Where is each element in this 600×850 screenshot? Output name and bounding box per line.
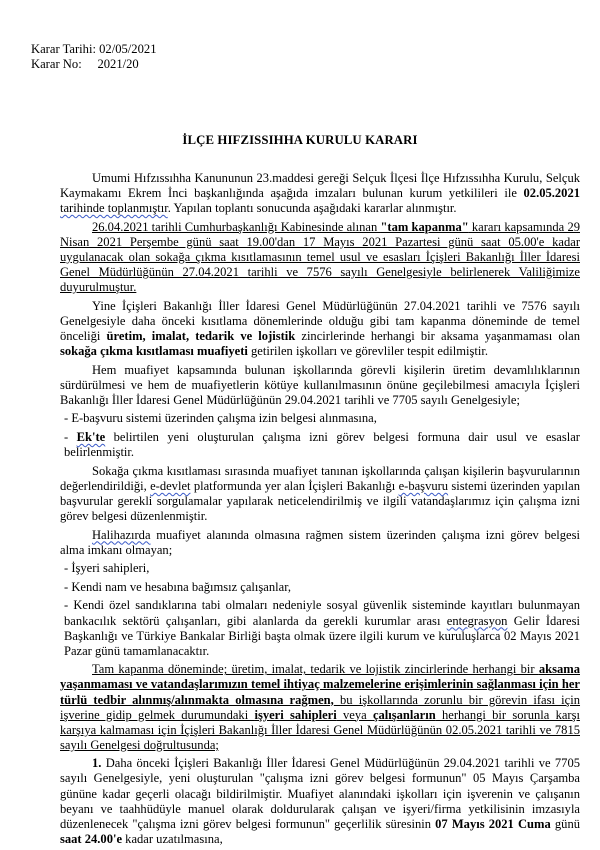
decision-number	[31, 57, 139, 72]
text-marked: e-devlet	[150, 478, 191, 493]
text: zincirlerinde herhangi bir aksama yaşanmaması olan	[295, 328, 581, 343]
list-item: - E-başvuru sistemi üzerinden çalışma izin belgesi alınmasına,	[64, 411, 377, 426]
paragraph-muafiyet	[60, 299, 580, 359]
text: getirilen işkolları ve görevliler tespit edilmiştir.	[247, 344, 488, 359]
text: Daha önceki İçişleri Bakanlığı İller İdaresi Genel Müdürlüğünün 29.04.2021 tarihli ve 7705 sayılı Genelgesiyle, yeni oluşturulan "çalışma izni görev belgesi formunun" 05 Mayıs Çarşamba gününe kadar geçerli olacağı bildirilmiştir. Muafiyet alanındaki işkolları için işverenin ve çalışanın beyanı ve taahhüdüyle manuel olarak doldurularak çalışan ve işyeri/firma yetkilisinin imzasıyla düzenlenecek "çalışma izni görev belgesi formunun" geçerlilik süresinin	[60, 756, 580, 831]
document-body	[60, 171, 580, 850]
text: muafiyet alanında olmasına rağmen sistem üzerinden çalışma izni görev belgesi alma imkanı olmayan;	[60, 527, 580, 557]
text-bold: çalışanların	[372, 707, 436, 722]
text: 26.04.2021 tarihli Cumhurbaşkanlığı Kabinesinde alınan	[92, 219, 381, 234]
paragraph-halihazirda	[60, 528, 580, 558]
item-number: 1.	[92, 756, 102, 771]
text: -	[64, 430, 77, 444]
text: herhangi bir sorunla karşı karşıya kalmaması için İçişleri Bakanlığı İller İdaresi Genel Müdürlüğünün 02.05.2021 tarihli ve 7815 sayılı Genelgesi doğrultusunda;	[60, 707, 580, 752]
text: veya	[336, 707, 373, 722]
text: sistemi üzerinden yapılan başvurular gerekli sorgulamalar yapılarak neticelendirilmiş ve ilgili vatandaşlarımız için çalışma izni görev belgesi düzenlenmiştir.	[60, 478, 581, 523]
paragraph-item-1	[60, 756, 580, 847]
text-bold: saat 24.00'e	[60, 831, 123, 846]
list-item: - İşyeri sahipleri,	[64, 561, 150, 576]
text-bold: işyeri sahipleri	[254, 707, 337, 722]
paragraph-tam-kapanma	[60, 220, 580, 295]
text: bu işkollarında zorunlu bir görevin ifası için işverine gidip gelmek durumundaki	[60, 692, 581, 722]
text: Yine İçişleri Bakanlığı İller İdaresi Genel Müdürlüğünün 27.04.2021 tarihli ve 7576 sayılı Genelgesiyle daha önceki kısıtlama dönemlerinde olduğu gibi tam kapanma döneminde de temel önceliği	[60, 298, 580, 343]
meeting-date: 02.05.2021	[523, 186, 580, 201]
text: belirtilen yeni oluşturulan çalışma izni görev belgesi formuna dair usul ve esaslar belirlenmiştir.	[64, 430, 580, 460]
tam-kapanma-term: "tam kapanma"	[380, 219, 469, 234]
list-item	[60, 598, 580, 658]
text-bold: üretim, imalat, tedarik ve lojistik	[106, 328, 296, 343]
document-title: İLÇE HIFZISSIHHA KURULU KARARI	[182, 133, 418, 147]
decision-date: Karar Tarihi: 02/05/2021	[31, 42, 157, 56]
text: platformunda yer alan İçişleri Bakanlığı	[190, 478, 399, 493]
text-bold: Ek'te	[76, 430, 106, 444]
text-marked: entegrasyon	[446, 613, 508, 628]
decision-number-value: : 2021/20	[78, 57, 139, 71]
text-bold: aksama yaşanmaması ve vatandaşlarımızın temel ihtiyaç malzemelerine erişimlerinin sağlanması için her türlü tedbir alınmış/alınmakta olmasına rağmen,	[60, 662, 580, 707]
text: kadar uzatılmasına,	[122, 831, 223, 846]
paragraph-genelge-7705: Hem muafiyet kapsamında bulunan işkollarında görevli kişilerin üretim devamlılıklarının sürdürülmesi ve hem de muafiyetlerin kötüye kullanılmasının önüne geçilebilmesi amacıyla İçişleri Bakanlığı İller İdaresi Genel Müdürlüğünün 29.04.2021 tarihli ve 7705 sayılı Genelgesiyle;	[60, 362, 580, 407]
text: Umumi Hıfzıssıhha Kanununun 23.maddesi gereği Selçuk İlçesi İlçe Hıfzıssıhha Kurulu, Selçuk Kaymakamı Ekrem İnci başkanlığında aşağıda imzaları bulunan kurum yetkilileri ile	[60, 171, 580, 201]
text-bold: sokağa çıkma kısıtlaması muafiyeti	[60, 344, 248, 359]
text: Sokağa çıkma kısıtlaması sırasında muafiyet tanınan işkollarında çalışan kişilerin başvurularının değerlendirildiği,	[60, 463, 580, 493]
paragraph-basvuru	[60, 464, 580, 524]
text: - Kendi özel sandıklarına tabi olmaları nedeniyle sosyal güvenlik sisteminde kayıtları bulunmayan bankacılık sektörü çalışanları, gibi alanlarda da gerekli kurumlar arası	[64, 598, 580, 628]
text-marked: tarihinde toplanmıştır	[60, 201, 168, 216]
text: kararı kapsamında 29 Nisan 2021 Perşembe günü saat 19.00'dan 17 Mayıs 2021 Pazartesi günü saat 05.00'e kadar uygulanacak olan sokağa çıkma kısıtlamasının temel usul ve esasları İçişleri Bakanlığı İller İdaresi Genel Müdürlüğünün 27.04.2021 tarihli ve 7576 sayılı Genelgesiyle belirlenerek Valiliğimize duyurulmuştur.	[60, 219, 580, 295]
text: günü	[550, 816, 580, 831]
paragraph-tam-kapanma-doneminde	[60, 662, 580, 753]
decision-number-label: Karar No	[31, 57, 79, 71]
text: Tam kapanma döneminde; üretim, imalat, tedarik ve lojistik zincirlerinde herhangi bir	[92, 662, 539, 677]
list-item	[60, 430, 580, 460]
text-marked: Halihazırda	[92, 527, 151, 542]
text: Gelir İdaresi Başkanlığı ve Türkiye Bankalar Birliği başta olmak üzere ilgili kurum ve kuruluşlarca 02 Mayıs 2021 Pazar günü tamamlanacaktır.	[64, 613, 580, 658]
text: . Yapılan toplantı sonucunda aşağıdaki kararlar alınmıştır.	[167, 201, 457, 216]
list-item: - Kendi nam ve hesabına bağımsız çalışanlar,	[64, 579, 292, 594]
text-marked: e-başvuru	[398, 478, 449, 493]
text-bold: 07 Mayıs 2021 Cuma	[435, 816, 551, 831]
paragraph-meeting	[60, 171, 580, 216]
